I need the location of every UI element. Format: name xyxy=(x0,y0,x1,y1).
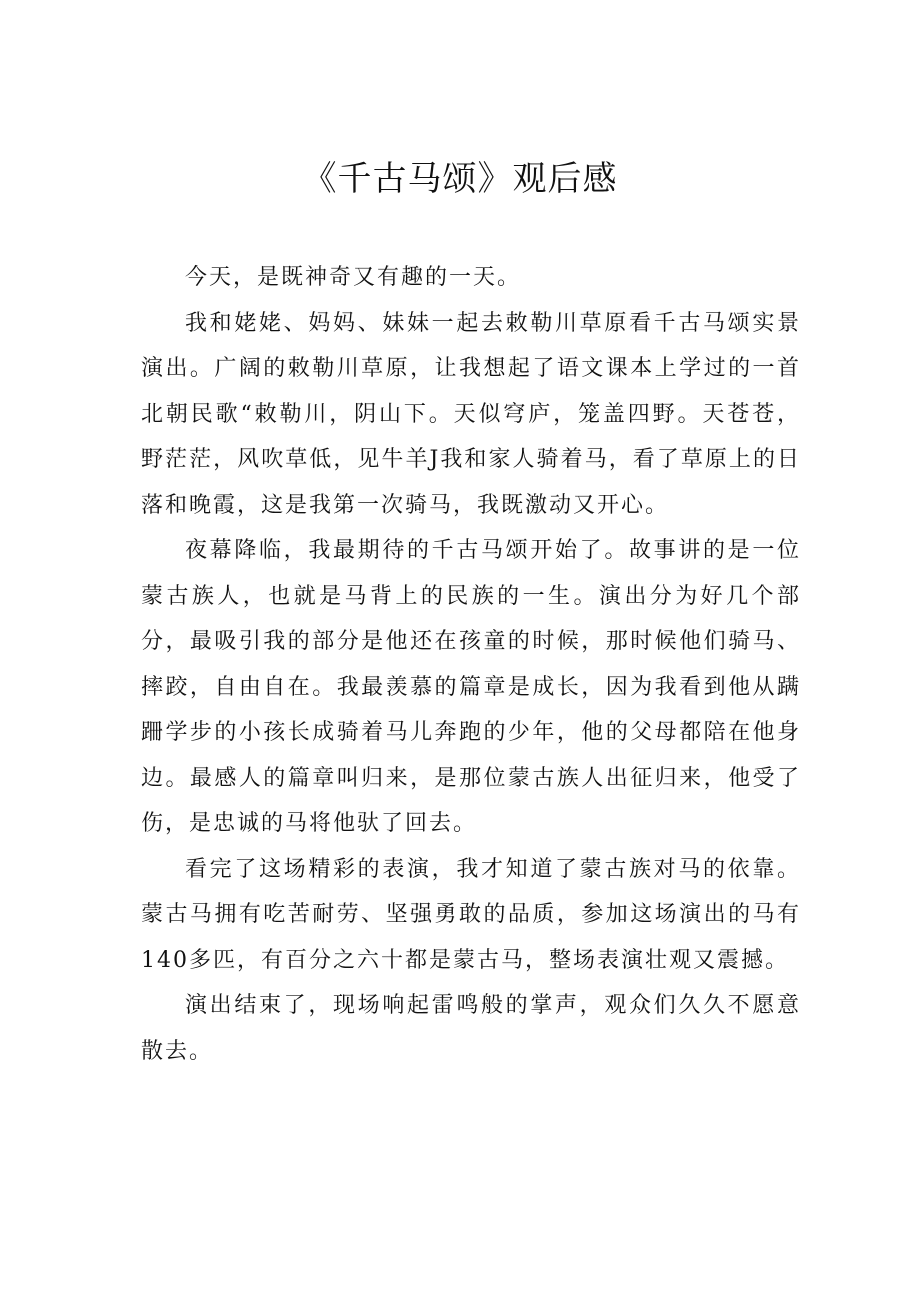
paragraph-2: 我和姥姥、妈妈、妹妹一起去敕勒川草原看千古马颂实景演出。广阔的敕勒川草原，让我想起了语文课本上学过的一首北朝民歌“敕勒川，阴山下。天似穹庐，笼盖四野。天苍苍，野茫茫，风吹草低，见牛羊J我和家人骑着马，看了草原上的日落和晚霞，这是我第一次骑马，我既激动又开心。 xyxy=(141,310,801,518)
document-body xyxy=(141,255,801,1074)
paragraph-3: 夜幕降临，我最期待的千古马颂开始了。故事讲的是一位蒙古族人，也就是马背上的民族的一生。演出分为好几个部分，最吸引我的部分是他还在孩童的时候，那时候他们骑马、摔跤，自由自在。我最羡慕的篇章是成长，因为我看到他从蹒跚学步的小孩长成骑着马儿奔跑的少年，他的父母都陪在他身边。最感人的篇章叫归来，是那位蒙古族人出征归来，他受了伤，是忠诚的马将他驮了回去。 xyxy=(141,538,801,836)
paragraph-1: 今天，是既神奇又有趣的一天。 xyxy=(185,265,522,290)
document-title: 《千古马颂》观后感 xyxy=(302,159,618,199)
paragraph-5: 演出结束了，现场响起雷鸣般的掌声，观众们久久不愿意散去。 xyxy=(141,993,801,1064)
paragraph-4: 看完了这场精彩的表演，我才知道了蒙古族对马的依靠。蒙古马拥有吃苦耐劳、坚强勇敢的品质，参加这场演出的马有140多匹，有百分之六十都是蒙古马，整场表演壮观又震撼。 xyxy=(141,856,801,973)
